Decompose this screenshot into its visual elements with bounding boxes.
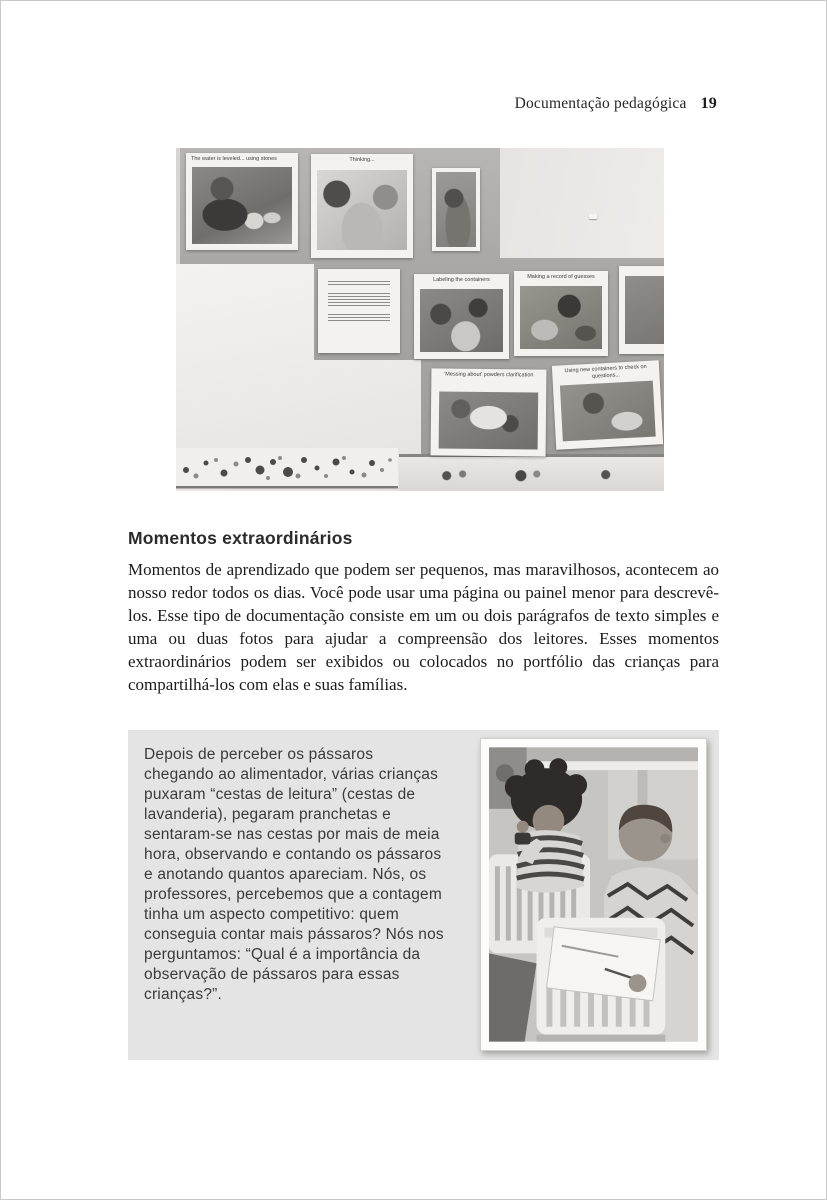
children-photo-illustration bbox=[489, 747, 698, 1042]
document-text-lines bbox=[328, 293, 390, 308]
page-number: 19 bbox=[700, 95, 717, 112]
sheet-photo bbox=[520, 286, 602, 349]
board-sheet-thinking bbox=[311, 154, 413, 258]
children-in-baskets-photo bbox=[480, 738, 707, 1051]
window-ledge bbox=[399, 457, 664, 491]
sheet-photo bbox=[560, 381, 656, 442]
sheet-caption: 'Messing about' powders clarification bbox=[444, 371, 534, 379]
push-pin bbox=[589, 214, 597, 219]
painted-dots-border bbox=[176, 448, 398, 491]
board-sheet-water-leveled bbox=[186, 153, 298, 250]
board-sheet-partial bbox=[619, 266, 664, 354]
board-sheet-small-photo bbox=[432, 168, 480, 251]
running-header bbox=[1, 95, 717, 113]
sheet-photo bbox=[625, 276, 664, 344]
board-sheet-labeling-containers bbox=[414, 274, 509, 359]
sheet-caption: Thinking... bbox=[349, 157, 375, 163]
sheet-photo bbox=[436, 172, 476, 247]
bulletin-board-photo bbox=[176, 148, 664, 491]
example-box bbox=[128, 730, 719, 1060]
section-heading: Momentos extraordinários bbox=[128, 528, 353, 548]
sheet-photo bbox=[192, 167, 292, 244]
body-paragraph: Momentos de aprendizado que podem ser pequenos, mas maravilhosos, acontecem ao nosso redor todos os dias. Você pode usar uma página ou painel menor para descrevê-los. Esse tipo de documentação consiste em um ou dois parágrafos de texto simples e uma ou duas fotos para ajudar a compreensão dos leitores. Esses momentos extraordinários podem ser exibidos ou colocados no portfólio das crianças para compartilhá-los com elas e suas famílias. bbox=[128, 560, 719, 694]
document-text-lines bbox=[328, 314, 390, 323]
sheet-caption: Making a record of guesses bbox=[527, 274, 595, 280]
document-text-lines bbox=[328, 281, 390, 287]
board-sheet-record-of-guesses bbox=[514, 271, 608, 356]
example-box-text: Depois de perceber os pássaros chegando ao alimentador, várias crianças puxaram “cestas de leitura” (cestas de lavanderia), pegaram pranchetas e sentaram-se nas cestas por mais de meia hora, observando e contando os pássaros e anotando quantos apareciam. Nós, os professores, percebemos que a contagem tinha um aspecto competitivo: quem conseguia contar mais pássaros? Nós nos perguntamos: “Qual é a importância da observação de pássaros para essas crianças?”. bbox=[144, 746, 444, 1003]
sheet-caption: The water is leveled... using stones bbox=[191, 156, 277, 162]
sheet-photo bbox=[420, 289, 503, 352]
board-sheet-new-containers bbox=[552, 360, 663, 449]
sheet-photo bbox=[317, 170, 407, 250]
sheet-caption: Using new containers to check on questions... bbox=[564, 363, 647, 380]
header-title: Documentação pedagógica bbox=[514, 95, 687, 112]
board-sheet-text-document bbox=[318, 269, 400, 353]
sheet-caption: Labeling the containers bbox=[433, 277, 490, 283]
board-sheet-messing-about bbox=[431, 368, 547, 456]
sheet-photo bbox=[439, 391, 539, 449]
